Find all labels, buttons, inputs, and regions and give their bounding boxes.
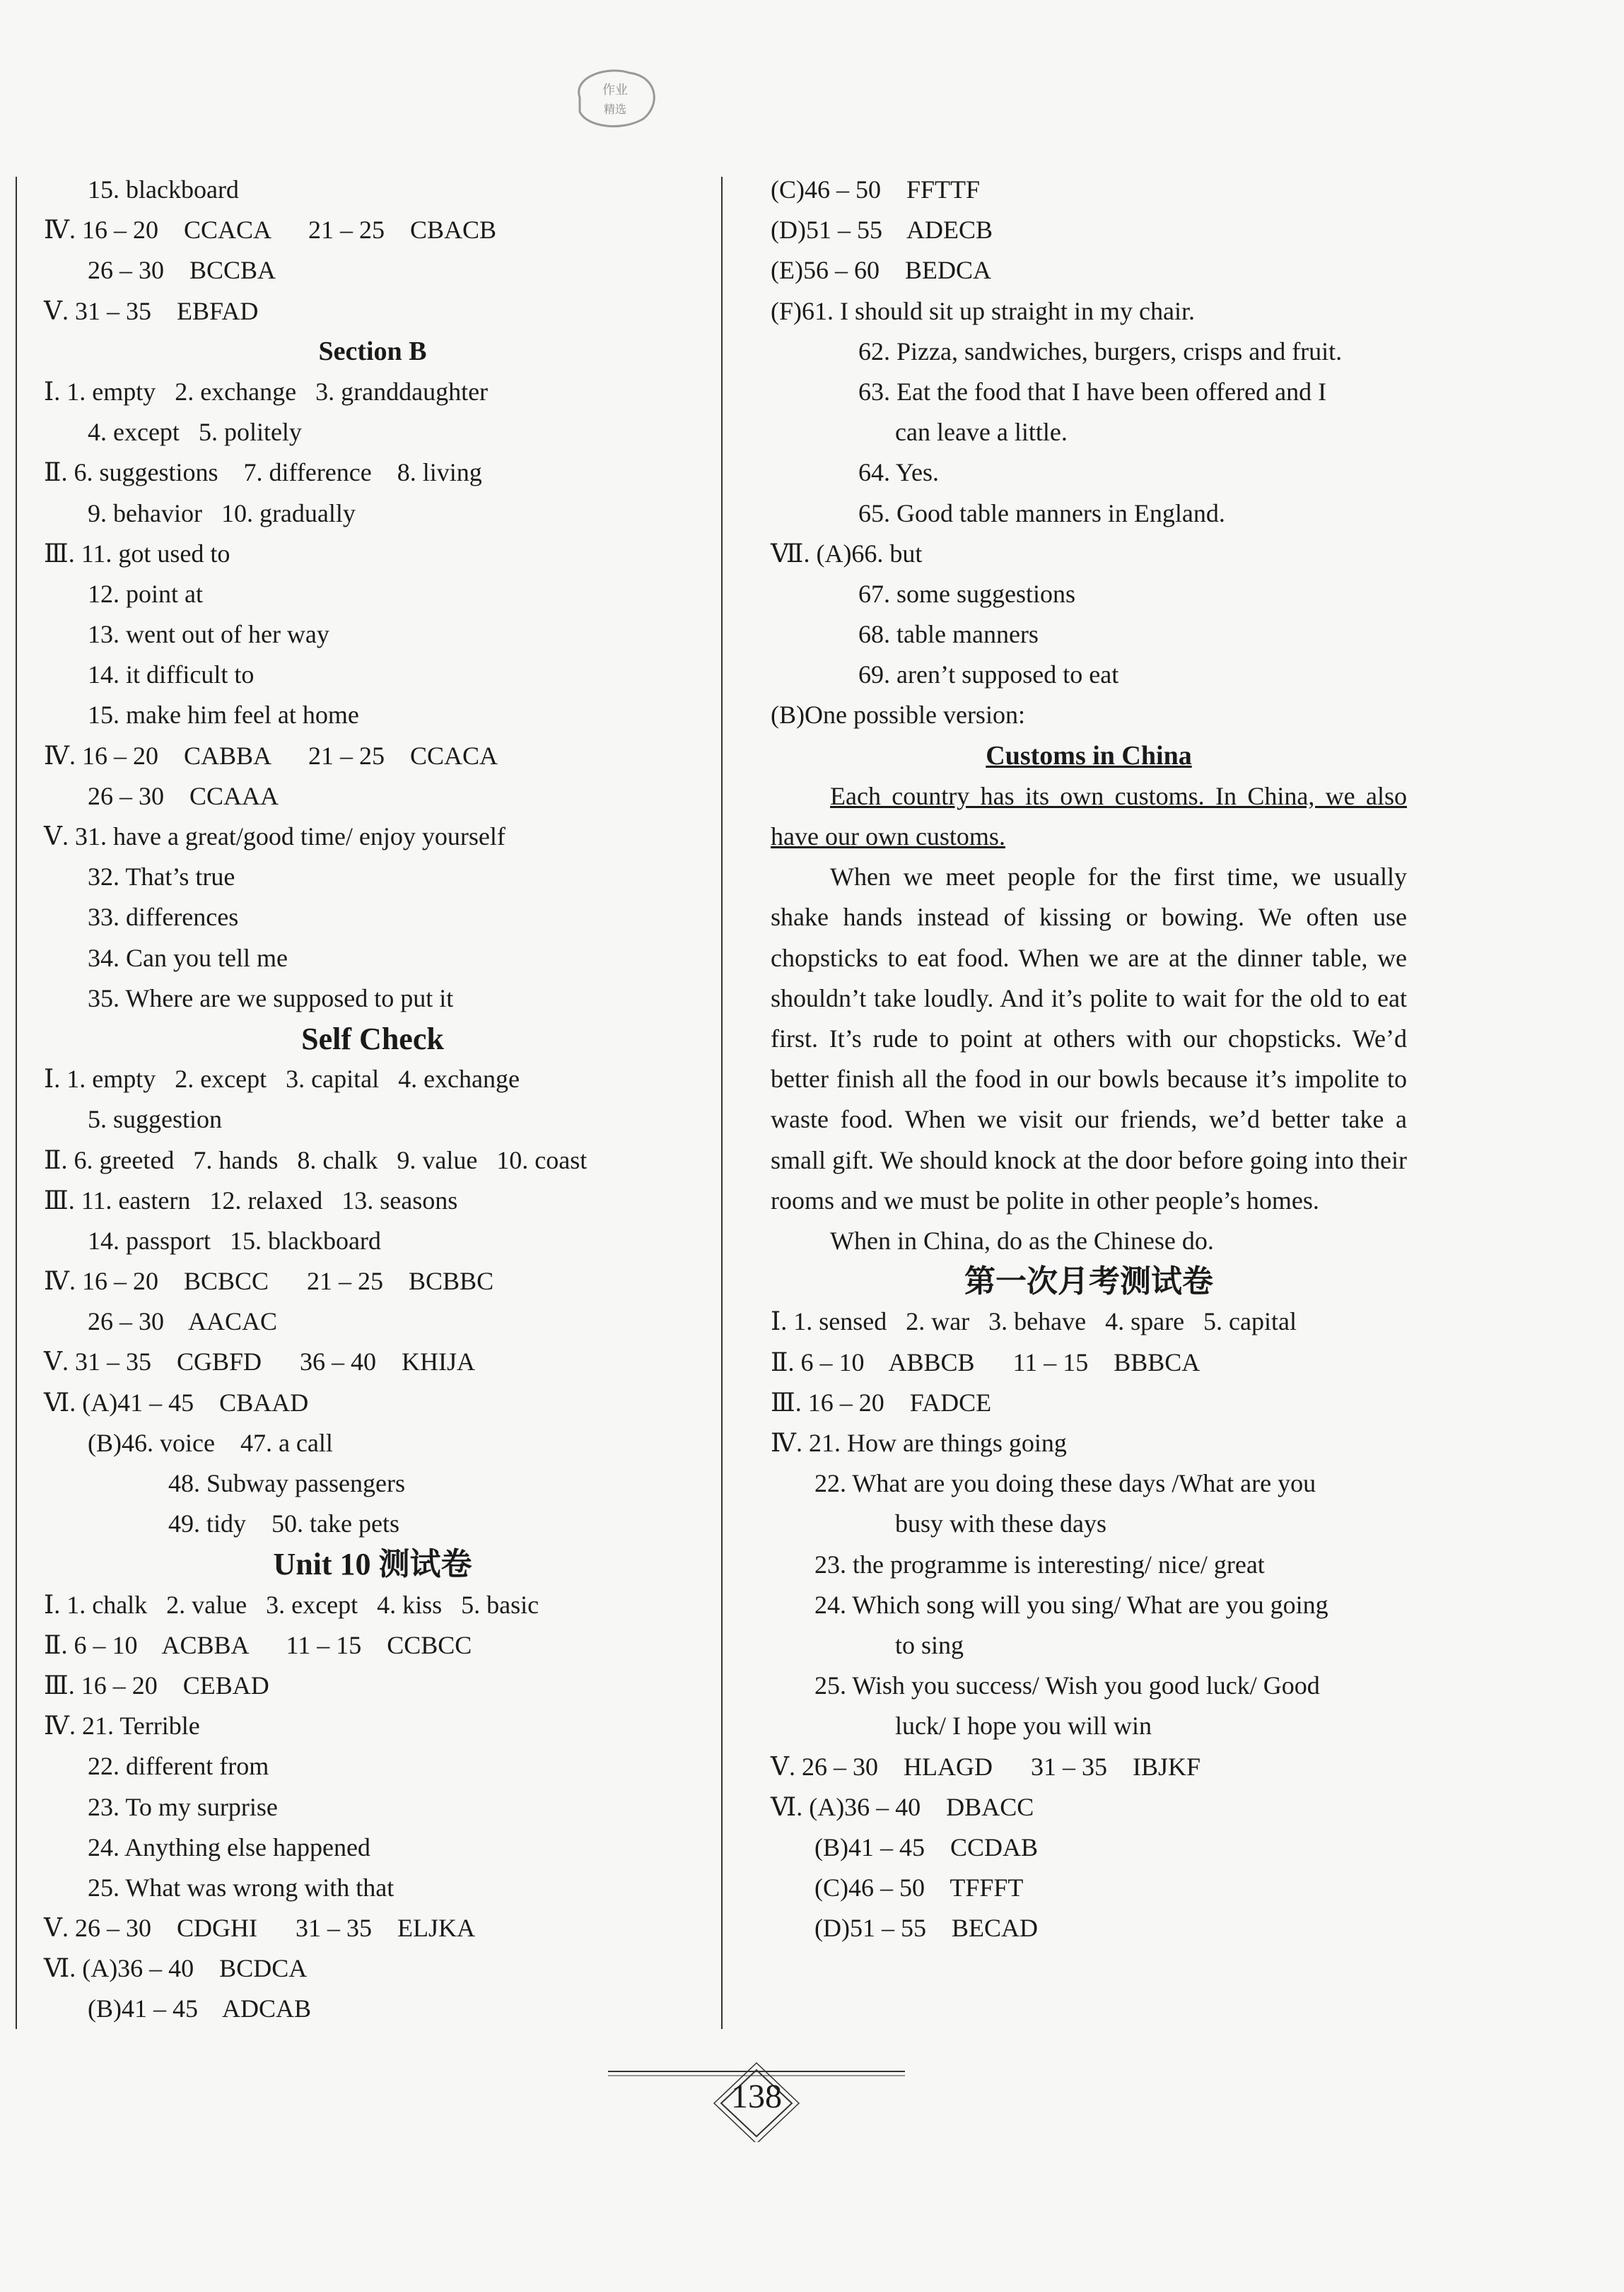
answer-line: Ⅵ. (A)36 – 40 DBACC [771, 1792, 1034, 1821]
answer-line: Ⅵ. (A)36 – 40 BCDCA [44, 1954, 308, 1983]
answer-line: 25. Wish you success/ Wish you good luck/ Good [814, 1671, 1320, 1700]
essay-paragraph-3: When in China, do as the Chinese do. [830, 1227, 1214, 1256]
answer-line: (B)46. voice 47. a call [88, 1428, 333, 1457]
answer-line: 15. blackboard [88, 175, 239, 204]
answer-line: 13. went out of her way [88, 620, 329, 649]
answer-line: 65. Good table manners in England. [858, 498, 1225, 527]
answer-line: 5. suggestion [88, 1105, 223, 1134]
section-heading: Self Check [301, 1021, 444, 1056]
answer-line: 26 – 30 BCCBA [88, 256, 276, 285]
answer-line: 26 – 30 CCAAA [88, 781, 279, 810]
section-heading: 第一次月考测试卷 [964, 1264, 1213, 1299]
answer-line: Ⅲ. 11. eastern 12. relaxed 13. seasons [44, 1186, 458, 1215]
answer-line: 67. some suggestions [858, 579, 1076, 608]
answer-line: 69. aren’t supposed to eat [858, 660, 1119, 689]
answer-line: 35. Where are we supposed to put it [88, 983, 454, 1012]
answer-line: Ⅴ. 31 – 35 CGBFD 36 – 40 KHIJA [44, 1347, 476, 1376]
column-divider [721, 177, 723, 2029]
answer-line: 62. Pizza, sandwiches, burgers, crisps and fruit. [858, 337, 1343, 366]
answer-line: Ⅳ. 21. How are things going [771, 1429, 1067, 1457]
section-heading: Unit 10 测试卷 [273, 1547, 472, 1582]
answer-line: Ⅰ. 1. empty 2. exchange 3. granddaughter [44, 377, 489, 406]
answer-line: 48. Subway passengers [168, 1469, 405, 1497]
answer-line: (B)One possible version: [771, 701, 1025, 730]
answer-line: Ⅰ. 1. chalk 2. value 3. except 4. kiss 5. basic [44, 1590, 539, 1619]
answer-line: Ⅳ. 16 – 20 CABBA 21 – 25 CCACA [44, 741, 498, 770]
answer-line: (D)51 – 55 ADECB [771, 216, 993, 245]
answer-line: Ⅴ. 26 – 30 CDGHI 31 – 35 ELJKA [44, 1914, 475, 1943]
answer-line: 23. the programme is interesting/ nice/ great [814, 1550, 1265, 1579]
answer-line: 34. Can you tell me [88, 943, 288, 972]
answer-line: Ⅳ. 16 – 20 BCBCC 21 – 25 BCBBC [44, 1267, 494, 1296]
answer-line: Ⅶ. (A)66. but [771, 539, 923, 568]
page-number: 138 [731, 2078, 782, 2115]
answer-line: (B)41 – 45 CCDAB [814, 1832, 1039, 1861]
page-number-badge [608, 2050, 905, 2142]
answers-continued [771, 170, 1407, 736]
answer-line: 23. To my surprise [88, 1792, 278, 1821]
answer-line: (B)41 – 45 ADCAB [88, 1994, 312, 2023]
stamp-seal-icon [566, 62, 665, 133]
answer-line: Ⅴ. 31. have a great/good time/ enjoy yourself [44, 822, 506, 850]
answer-line: 9. behavior 10. gradually [88, 498, 356, 527]
essay-paragraph-2: When we meet people for the first time, we usually shake hands instead of kissing or bowing. We often use chopsticks to eat food. When we are at the dinner table, we shouldn’t take loudly. And it’s polite to wait for the old to eat first. It’s rude to point at others with our chopsticks. We’d better finish all the food in our bowls because it’s impolite to waste food. When we visit our friends, we’d better take a small gift. We should knock at the door before going into their rooms and we must be polite in other people’s homes. [771, 863, 1407, 1215]
answer-line: 22. different from [88, 1752, 269, 1781]
answer-line: (C)46 – 50 TFFFT [814, 1873, 1024, 1902]
answer-line: 63. Eat the food that I have been offered and I [858, 377, 1327, 406]
answer-line: Ⅱ. 6. greeted 7. hands 8. chalk 9. value 10. coast [44, 1145, 588, 1174]
answer-line: Ⅴ. 26 – 30 HLAGD 31 – 35 IBJKF [771, 1752, 1201, 1781]
seal-text-1: 作业 [602, 83, 628, 98]
section-heading: Section B [318, 336, 427, 366]
monthly-test-answers [771, 1261, 1407, 1948]
answer-line: 64. Yes. [858, 458, 940, 487]
answer-line: Ⅴ. 31 – 35 EBFAD [44, 296, 259, 325]
answer-line: 14. passport 15. blackboard [88, 1226, 381, 1255]
answer-line: busy with these days [895, 1509, 1106, 1538]
answer-line: Ⅲ. 11. got used to [44, 539, 230, 568]
left-margin-rule [16, 177, 17, 2029]
answer-line: luck/ I hope you will win [895, 1712, 1152, 1741]
answer-line: Ⅱ. 6. suggestions 7. difference 8. living [44, 458, 482, 487]
answer-line: 49. tidy 50. take pets [168, 1509, 399, 1538]
answer-line: Ⅰ. 1. sensed 2. war 3. behave 4. spare 5. capital [771, 1307, 1297, 1336]
answer-line: (C)46 – 50 FFTTF [771, 175, 981, 204]
answer-line: (E)56 – 60 BEDCA [771, 256, 991, 285]
answer-line: (D)51 – 55 BECAD [814, 1914, 1038, 1943]
answer-line: 15. make him feel at home [88, 701, 359, 730]
answer-line: 68. table manners [858, 620, 1039, 649]
answer-line: Ⅲ. 16 – 20 FADCE [771, 1388, 992, 1417]
answer-line: Ⅲ. 16 – 20 CEBAD [44, 1671, 269, 1700]
answer-line: (F)61. I should sit up straight in my chair. [771, 296, 1195, 325]
answer-line: Ⅵ. (A)41 – 45 CBAAD [44, 1388, 309, 1417]
answer-line: 24. Anything else happened [88, 1832, 370, 1861]
answer-line: 25. What was wrong with that [88, 1873, 395, 1902]
left-column [44, 170, 701, 2030]
seal-text-2: 精选 [603, 103, 627, 116]
answer-line: 14. it difficult to [88, 660, 255, 689]
essay-title: Customs in China [986, 740, 1192, 771]
answer-line: can leave a little. [895, 418, 1068, 447]
answer-line: Ⅱ. 6 – 10 ABBCB 11 – 15 BBBCA [771, 1347, 1201, 1376]
answer-line: 4. except 5. politely [88, 418, 302, 447]
answer-line: to sing [895, 1630, 964, 1659]
right-column [771, 170, 1407, 1948]
answer-line: 26 – 30 AACAC [88, 1307, 278, 1336]
answer-line: 33. differences [88, 903, 239, 932]
answer-line: 12. point at [88, 579, 203, 608]
answer-line: 24. Which song will you sing/ What are you going [814, 1590, 1328, 1619]
answer-line: Ⅱ. 6 – 10 ACBBA 11 – 15 CCBCC [44, 1630, 472, 1659]
answer-line: 22. What are you doing these days /What are you [814, 1469, 1316, 1498]
essay-paragraph-1: Each country has its own customs. In China, we also have our own customs. [771, 781, 1407, 851]
answer-line: Ⅳ. 21. Terrible [44, 1712, 200, 1741]
answer-line: Ⅳ. 16 – 20 CCACA 21 – 25 CBACB [44, 216, 497, 245]
answer-line: 32. That’s true [88, 863, 235, 891]
answer-line: Ⅰ. 1. empty 2. except 3. capital 4. exchange [44, 1065, 520, 1094]
